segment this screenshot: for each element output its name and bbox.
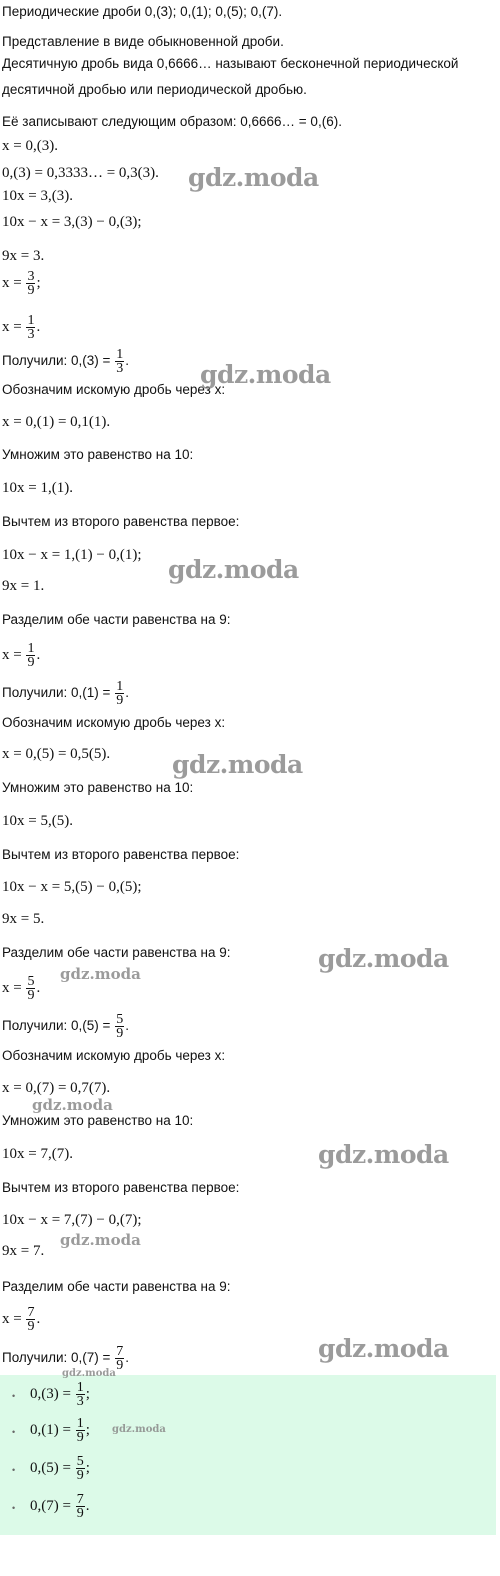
fraction-suffix: .	[36, 979, 41, 996]
fraction-denominator: 9	[76, 1506, 84, 1521]
bullet-icon: •	[12, 1503, 16, 1513]
heading-periodic-fractions: Периодические дроби 0,(3); 0,(1); 0,(5); 0,(7).	[2, 4, 283, 19]
equation-line: 10x = 5,(5).	[2, 813, 73, 829]
bullet-icon: •	[12, 1391, 16, 1401]
fraction	[26, 975, 35, 1002]
result-line	[2, 348, 129, 375]
equation-line: 9x = 5.	[2, 911, 45, 927]
watermark: gdz.moda	[172, 750, 303, 779]
fraction-denominator: 9	[27, 988, 35, 1003]
fraction-suffix: .	[125, 353, 129, 369]
fraction-equation	[2, 1306, 40, 1333]
notation-line: Её записывают следующим образом: 0,6666… = 0,(6).	[2, 114, 342, 129]
equation-line: 9x = 7.	[2, 1243, 45, 1259]
equation-line: 10x − x = 3,(3) − 0,(3);	[2, 214, 142, 230]
fraction	[115, 680, 124, 707]
watermark: gdz.moda	[168, 555, 299, 584]
equation-line: x = 0,(3).	[2, 138, 58, 154]
watermark: gdz.moda	[200, 360, 331, 389]
watermark: gdz.moda	[60, 965, 141, 983]
equation-line: 9x = 1.	[2, 578, 45, 594]
fraction-denominator: 9	[27, 1319, 35, 1334]
fraction-denominator: 3	[27, 327, 35, 342]
result-prefix: Получили: 0,(3) =	[2, 353, 111, 369]
fraction	[76, 1455, 85, 1482]
fraction-numerator: 5	[116, 1012, 124, 1027]
fraction-numerator: 3	[27, 269, 35, 284]
equation-line: 10x − x = 1,(1) − 0,(1);	[2, 547, 142, 563]
equation-line: 10x = 1,(1).	[2, 480, 73, 496]
fraction-denominator: 9	[116, 1026, 124, 1041]
result-prefix: Получили: 0,(5) =	[2, 1018, 111, 1034]
equation-line: x = 0,(1) = 0,1(1).	[2, 414, 111, 430]
fraction-equation	[2, 642, 40, 669]
watermark: gdz.moda	[112, 1424, 166, 1435]
instruction-line: Умножим это равенство на 10:	[2, 447, 194, 462]
summary-prefix: 0,(3) =	[30, 1385, 71, 1402]
fraction-numerator: 1	[27, 313, 35, 328]
instruction-line: Вычтем из второго равенства первое:	[2, 514, 240, 529]
fraction-denominator: 9	[27, 283, 35, 298]
summary-suffix: ;	[85, 1385, 90, 1402]
summary-suffix: ;	[85, 1459, 90, 1476]
fraction-suffix: .	[125, 1018, 129, 1034]
instruction-line: Умножим это равенство на 10:	[2, 780, 194, 795]
instruction-line: Обозначим искомую дробь через x:	[2, 715, 226, 730]
equation-line: 10x = 7,(7).	[2, 1146, 73, 1162]
instruction-line: Вычтем из второго равенства первое:	[2, 847, 240, 862]
watermark: gdz.moda	[188, 163, 319, 192]
fraction-numerator: 1	[116, 679, 124, 694]
summary-expression	[30, 1381, 90, 1408]
equation-line: x = 0,(5) = 0,5(5).	[2, 746, 111, 762]
fraction-suffix: .	[36, 646, 41, 663]
fraction-suffix: .	[125, 1350, 129, 1366]
instruction-line: Разделим обе части равенства на 9:	[2, 945, 231, 960]
fraction-suffix: .	[125, 685, 129, 701]
summary-expression	[30, 1493, 89, 1520]
fraction-denominator: 9	[76, 1430, 84, 1445]
fraction-suffix: .	[36, 1310, 41, 1327]
instruction-line: Обозначим искомую дробь через x:	[2, 1048, 226, 1063]
equation-line: 9x = 3.	[2, 248, 45, 264]
fraction	[26, 314, 35, 341]
result-line	[2, 680, 129, 707]
result-prefix: Получили: 0,(1) =	[2, 685, 111, 701]
watermark: gdz.moda	[32, 1096, 113, 1114]
fraction-denominator: 9	[116, 693, 124, 708]
fraction	[76, 1381, 85, 1408]
fraction-prefix: x =	[2, 274, 22, 291]
fraction	[26, 642, 35, 669]
equation-line: 10x − x = 7,(7) − 0,(7);	[2, 1212, 142, 1228]
instruction-line: Обозначим искомую дробь через x:	[2, 382, 226, 397]
equation-line: x = 0,(7) = 0,7(7).	[2, 1080, 111, 1096]
fraction-denominator: 3	[76, 1394, 84, 1409]
summary-suffix: ;	[85, 1421, 90, 1438]
fraction-numerator: 7	[116, 1344, 124, 1359]
fraction-prefix: x =	[2, 1310, 22, 1327]
fraction-denominator: 3	[116, 361, 124, 376]
watermark: gdz.moda	[318, 1140, 449, 1169]
watermark: gdz.moda	[318, 1334, 449, 1363]
watermark: gdz.moda	[318, 944, 449, 973]
summary-suffix: .	[85, 1497, 90, 1514]
instruction-line: Разделим обе части равенства на 9:	[2, 612, 231, 627]
equation-line: 10x − x = 5,(5) − 0,(5);	[2, 879, 142, 895]
fraction-prefix: x =	[2, 318, 22, 335]
fraction	[115, 1345, 124, 1372]
equation-line: 10x = 3,(3).	[2, 188, 73, 204]
instruction-line: Умножим это равенство на 10:	[2, 1113, 194, 1128]
fraction	[115, 1013, 124, 1040]
fraction-suffix: .	[36, 318, 41, 335]
bullet-icon: •	[12, 1465, 16, 1475]
fraction	[76, 1493, 85, 1520]
fraction-equation	[2, 314, 40, 341]
answer-summary-box	[0, 1375, 496, 1535]
definition-line-1: Десятичную дробь вида 0,6666… называют бесконечной периодической	[2, 56, 459, 71]
equation-line: 0,(3) = 0,3333… = 0,3(3).	[2, 165, 159, 181]
fraction-numerator: 5	[27, 974, 35, 989]
fraction-numerator: 1	[76, 1380, 84, 1395]
fraction-numerator: 5	[76, 1454, 84, 1469]
fraction-numerator: 7	[27, 1305, 35, 1320]
result-prefix: Получили: 0,(7) =	[2, 1350, 111, 1366]
watermark: gdz.moda	[62, 1368, 116, 1379]
bullet-icon: •	[12, 1427, 16, 1437]
fraction-numerator: 7	[76, 1492, 84, 1507]
fraction	[76, 1417, 85, 1444]
summary-prefix: 0,(7) =	[30, 1497, 71, 1514]
fraction-prefix: x =	[2, 979, 22, 996]
fraction-numerator: 1	[27, 641, 35, 656]
instruction-line: Разделим обе части равенства на 9:	[2, 1279, 231, 1294]
fraction	[26, 1306, 35, 1333]
summary-expression	[30, 1417, 90, 1444]
fraction-denominator: 9	[76, 1468, 84, 1483]
watermark: gdz.moda	[60, 1231, 141, 1249]
summary-expression	[30, 1455, 90, 1482]
fraction-denominator: 9	[27, 655, 35, 670]
fraction-equation	[2, 975, 40, 1002]
summary-prefix: 0,(5) =	[30, 1459, 71, 1476]
fraction-numerator: 1	[76, 1416, 84, 1431]
subheading-representation: Представление в виде обыкновенной дроби.	[2, 34, 284, 49]
definition-line-2: десятичной дробью или периодической дробью.	[2, 82, 307, 97]
fraction-suffix: ;	[36, 274, 41, 291]
result-line	[2, 1013, 129, 1040]
summary-prefix: 0,(1) =	[30, 1421, 71, 1438]
fraction-numerator: 1	[116, 347, 124, 362]
fraction-equation	[2, 270, 41, 297]
fraction	[26, 270, 35, 297]
fraction-prefix: x =	[2, 646, 22, 663]
fraction	[115, 348, 124, 375]
instruction-line: Вычтем из второго равенства первое:	[2, 1180, 240, 1195]
fraction-denominator: 9	[116, 1358, 124, 1373]
